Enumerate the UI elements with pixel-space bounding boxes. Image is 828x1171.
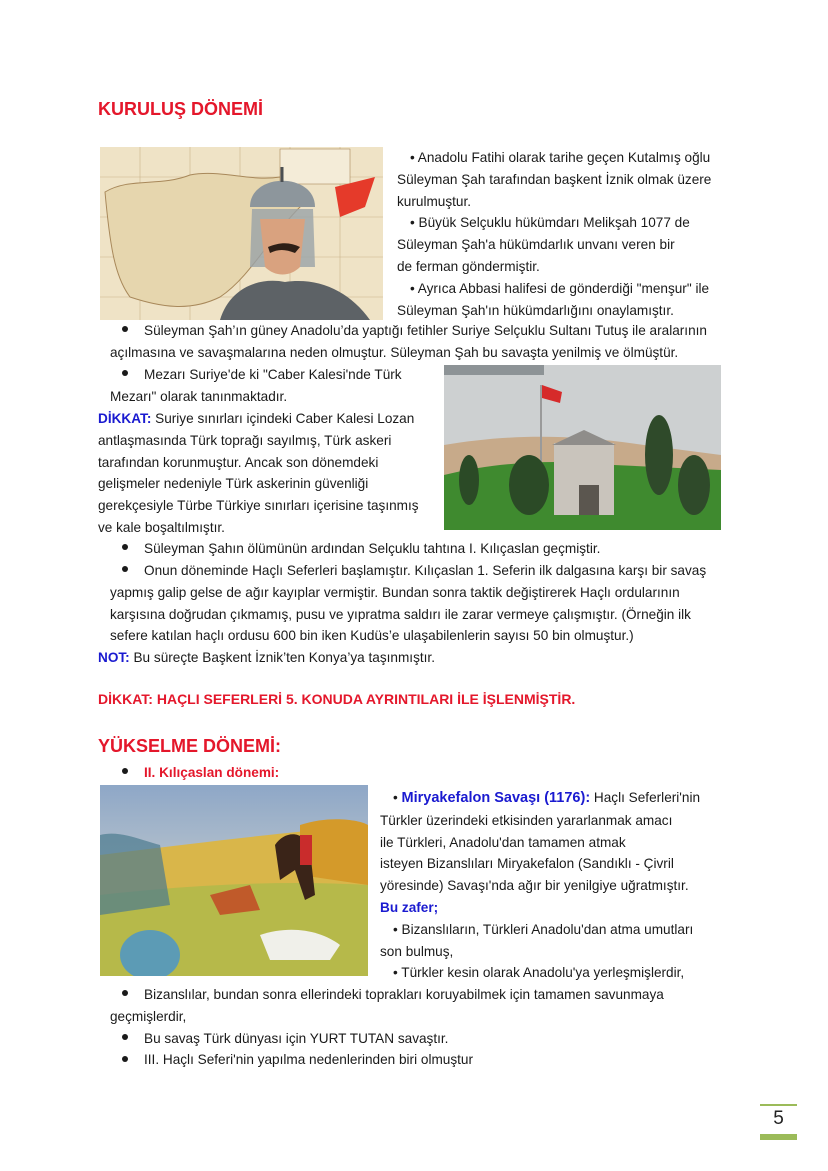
section-title-kurulus: KURULUŞ DÖNEMİ <box>98 99 263 119</box>
bullet-hacli: Onun döneminde Haçlı Seferleri başlamıştır. Kılıçaslan 1. Seferin ilk dalgasına karşı bir savaş yapmış galip gelse de ağır kayıplar vermiştir. Bundan sonra taktik değiştirerek Haçlı ordularının karşısına doğrudan çıkmamış, pusu ve yıpratma saldırı ile zarar vermeye çalışmıştır. (Örneğin ilk sefere katılan haçlı ordusu 600 bin iken Kudüs’e ulaşabilenlerin sayısı 50 bin olmuştur.) <box>110 563 707 644</box>
bullet-mezar: Mezarı Suriye'de ki "Caber Kalesi'nde Türk Mezarı" olarak tanınmaktadır. <box>110 367 402 404</box>
bullet-icon <box>122 1056 128 1062</box>
suleyman-sah-image <box>100 147 383 320</box>
bullet-kilicaslan: Süleyman Şahın ölümünün ardından Selçuklu tahtına I. Kılıçaslan geçmiştir. <box>110 538 600 560</box>
turbe-image <box>444 365 721 530</box>
para-1-line-2: Süleyman Şah tarafından başkent İznik olmak üzere <box>397 171 712 187</box>
sub-bullet-kilicaslan-2: II. Kılıçaslan dönemi: <box>122 762 279 784</box>
para-2-line-2: Süleyman Şah'a hükümdarlık unvanı veren bir <box>397 237 675 253</box>
para-2-line-1: • Büyük Selçuklu hükümdarı Melikşah 1077 de <box>410 215 690 231</box>
page-number-rule-bottom <box>760 1134 797 1140</box>
zafer-label: Bu zafer; <box>380 899 439 915</box>
section-title-yukselme: YÜKSELME DÖNEMİ: <box>98 736 282 756</box>
bullet-icon <box>122 370 128 376</box>
page-number-rule-top <box>760 1104 797 1106</box>
intro-paragraphs <box>397 147 711 321</box>
para-3-line-2: Süleyman Şah'ın hükümdarlığını onaylamıştır. <box>397 302 674 318</box>
bottom-bullets: Bizanslılar, bundan sonra ellerindeki toprakları koruyabilmek için tamamen savunmaya geçmişlerdir, Bu savaş Türk dünyası için YURT TUTAN savaştır. III. Haçlı Seferi'nin yapılma nedenlerinden biri olmuştur <box>110 987 664 1068</box>
bullet-icon <box>122 768 128 774</box>
para-1-line-1: • Anadolu Fatihi olarak tarihe geçen Kutalmış oğlu <box>410 150 711 165</box>
para-2-line-3: de ferman göndermiştir. <box>397 258 540 274</box>
bullet-icon <box>122 544 128 550</box>
bullet-icon <box>122 990 128 996</box>
bullet-icon <box>122 326 128 332</box>
page-number: 5 <box>773 1108 784 1129</box>
miryakefalon-painting <box>100 785 368 976</box>
miryakefalon-paragraph: • Miryakefalon Savaşı (1176): Haçlı Seferleri'nin Türkler üzerindeki etkisinden yararlanmak amacı ile Türkleri, Anadolu'dan tamamen atmak isteyen Bizanslıları Miryakefalon (Sandıklı - Çivril yöresinde) Savaşı'nda ağır bir yenilgiye uğratmıştır. Bu zafer; • Bizanslıların, Türkleri Anadolu'dan atma umutları son bulmuş, • Türkler kesin olarak Anadolu'ya yerleşmişlerdir, <box>380 790 701 981</box>
dikkat-note: DİKKAT: Suriye sınırları içindeki Caber Kalesi Lozan antlaşmasında Türk toprağı sayılmış, Türk askeri tarafından korunmuştur. Ancak son dönemdeki gelişmeler nedeniyle Türk askerinin güvenliği gerekçesiyle Türbe Türkiye sınırları içerisine taşınmış ve kale boşaltılmıştır. <box>98 411 419 535</box>
bullet-icon <box>122 1034 128 1040</box>
not-note: NOT: Bu süreçte Başkent İznik’ten Konya’ya taşınmıştır. <box>98 650 435 665</box>
para-3-line-1: • Ayrıca Abbasi halifesi de gönderdiği "menşur" ile <box>410 280 710 296</box>
miryakefalon-label: Miryakefalon Savaşı (1176): <box>401 790 591 806</box>
para-1-line-3: kurulmuştur. <box>397 193 472 209</box>
dikkat-label: DİKKAT: <box>98 411 152 426</box>
hacli-notice: DİKKAT: HAÇLI SEFERLERİ 5. KONUDA AYRINTILARI İLE İŞLENMİŞTİR. <box>98 691 576 707</box>
bullet-tutus: Süleyman Şah’ın güney Anadolu’da yaptığı fetihler Suriye Selçuklu Sultanı Tutuş ile aralarının açılmasına ve savaşmalarına neden olmuştur. Süleyman Şah bu savaşta yenilmiş ve ölmüştür. <box>110 323 707 360</box>
not-label: NOT: <box>98 650 130 665</box>
bullet-icon <box>122 566 128 572</box>
